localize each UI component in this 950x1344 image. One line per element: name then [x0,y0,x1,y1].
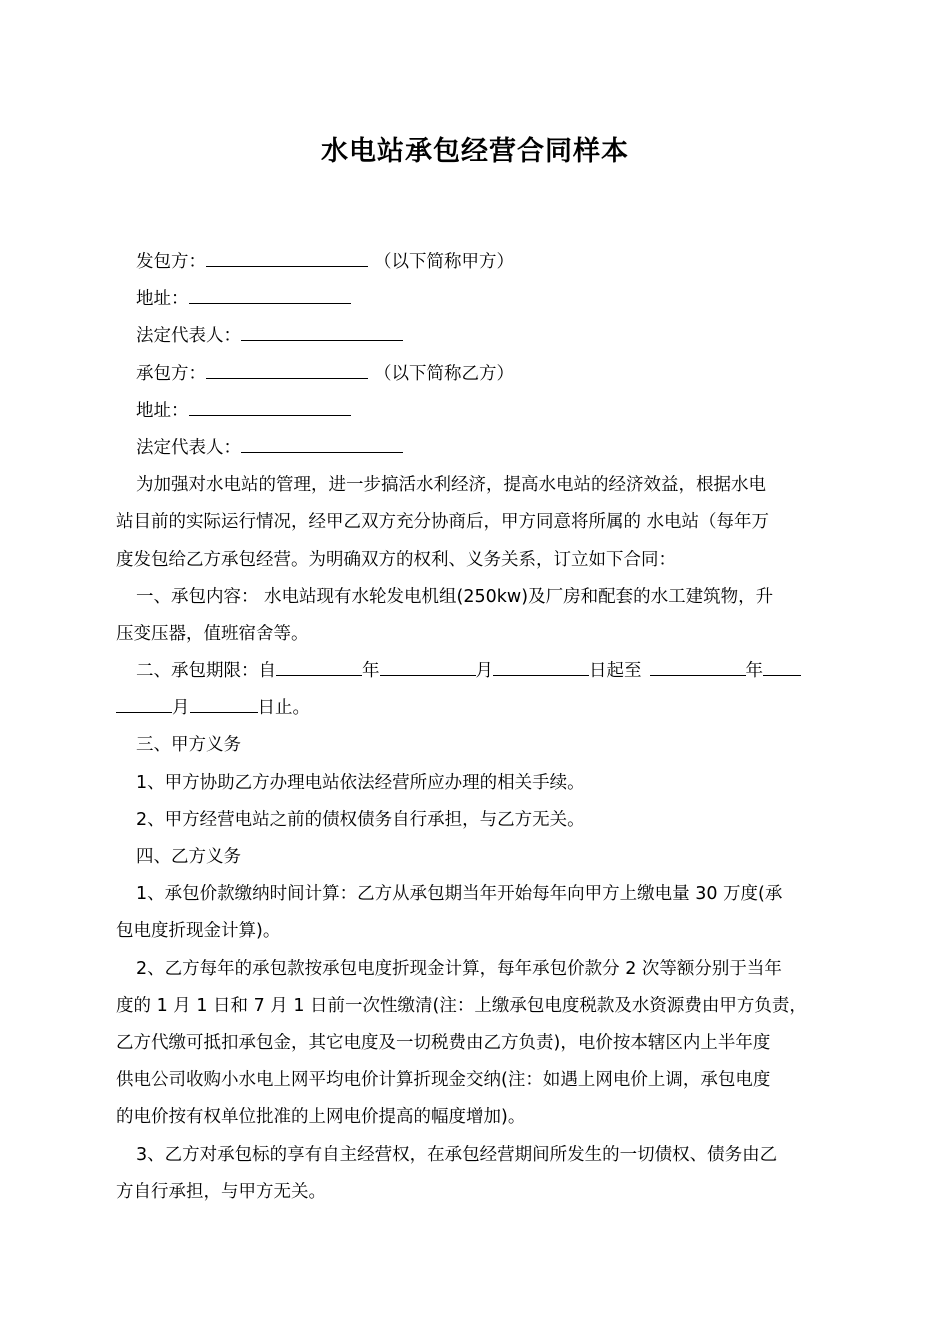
section-1-line: 压变压器，值班宿舍等。 [116,623,309,644]
document-body [116,244,844,1211]
start-month-blank[interactable] [380,657,476,676]
section-2-line [116,690,844,727]
section-3-item: 1、甲方协助乙方办理电站依法经营所应办理的相关手续。 [136,772,585,793]
party-b-legal-rep-line [116,430,844,467]
party-b-note: （以下简称乙方） [374,363,514,384]
term-prefix: 二、承包期限：自 [136,661,276,682]
section-4-item-3: 3、乙方对承包标的享有自主经营权，在承包经营期间所发生的一切债权、债务由乙 [136,1144,778,1165]
section-3-item: 2、甲方经营电站之前的债权债务自行承担，与乙方无关。 [136,809,585,830]
intro-line: 站目前的实际运行情况，经甲乙双方充分协商后，甲方同意将所属的 水电站（每年万 [116,512,770,533]
address-label: 地址： [136,289,189,310]
party-a-note: （以下简称甲方） [374,252,514,272]
legal-rep-label: 法定代表人： [136,437,241,458]
unit-year: 年 [745,661,763,682]
unit-month: 月 [172,698,190,719]
start-day-blank[interactable] [493,657,589,676]
party-b-blank[interactable] [206,360,368,379]
document-title: 水电站承包经营合同样本 [321,136,629,167]
party-a-legal-rep-line [116,318,844,355]
address-label: 地址： [136,400,189,421]
section-4-item-3: 方自行承担，与甲方无关。 [116,1181,326,1202]
party-b-legal-rep-blank[interactable] [241,434,403,453]
party-a-label: 发包方： [136,252,206,272]
party-b-label: 承包方： [136,363,206,384]
day-from: 日起至 [589,661,642,682]
intro-line: 度发包给乙方承包经营。为明确双方的权利、义务关系，订立如下合同： [116,549,676,570]
party-a-blank[interactable] [206,248,368,267]
party-a-legal-rep-blank[interactable] [241,322,403,341]
section-4-item-2: 乙方代缴可抵扣承包金，其它电度及一切税费由乙方负责)，电价按本辖区内上半年度 [116,1032,771,1053]
end-month-blank-part1[interactable] [763,657,801,676]
party-b-address-blank[interactable] [189,397,351,416]
term-end: 日止。 [257,698,310,719]
section-2-line [116,653,844,690]
section-4-heading: 四、乙方义务 [136,847,241,867]
section-4-item-1: 1、承包价款缴纳时间计算：乙方从承包期当年开始每年向甲方上缴电量 30 万度(承 [136,884,783,905]
section-4-item-2: 的电价按有权单位批准的上网电价提高的幅度增加)。 [116,1107,526,1128]
party-a-address-line [116,281,844,318]
legal-rep-label: 法定代表人： [136,326,241,347]
party-b-line [116,356,844,393]
section-1-line: 一、承包内容： 水电站现有水轮发电机组(250kw)及厂房和配套的水工建筑物，升 [136,586,774,607]
section-4-item-2: 度的 1 月 1 日和 7 月 1 日前一次性缴清(注：上缴承包电度税款及水资源费由甲方负责， [116,995,807,1016]
section-4-item-2: 供电公司收购小水电上网平均电价计算折现金交纳(注：如遇上网电价上调，承包电度 [116,1070,771,1091]
end-day-blank[interactable] [190,694,258,713]
end-month-blank-part2[interactable] [116,694,172,713]
party-b-address-line [116,393,844,430]
intro-line: 为加强对水电站的管理，进一步搞活水利经济，提高水电站的经济效益，根据水电 [136,475,766,496]
unit-month: 月 [475,661,493,682]
start-year-blank[interactable] [276,657,362,676]
party-a-line [116,244,844,281]
section-4-item-2: 2、乙方每年的承包款按承包电度折现金计算，每年承包价款分 2 次等额分别于当年 [136,958,782,979]
section-4-item-1: 包电度折现金计算)。 [116,921,281,942]
end-year-blank[interactable] [650,657,746,676]
section-3-heading: 三、甲方义务 [136,735,241,756]
unit-year: 年 [362,661,380,682]
party-a-address-blank[interactable] [189,285,351,304]
